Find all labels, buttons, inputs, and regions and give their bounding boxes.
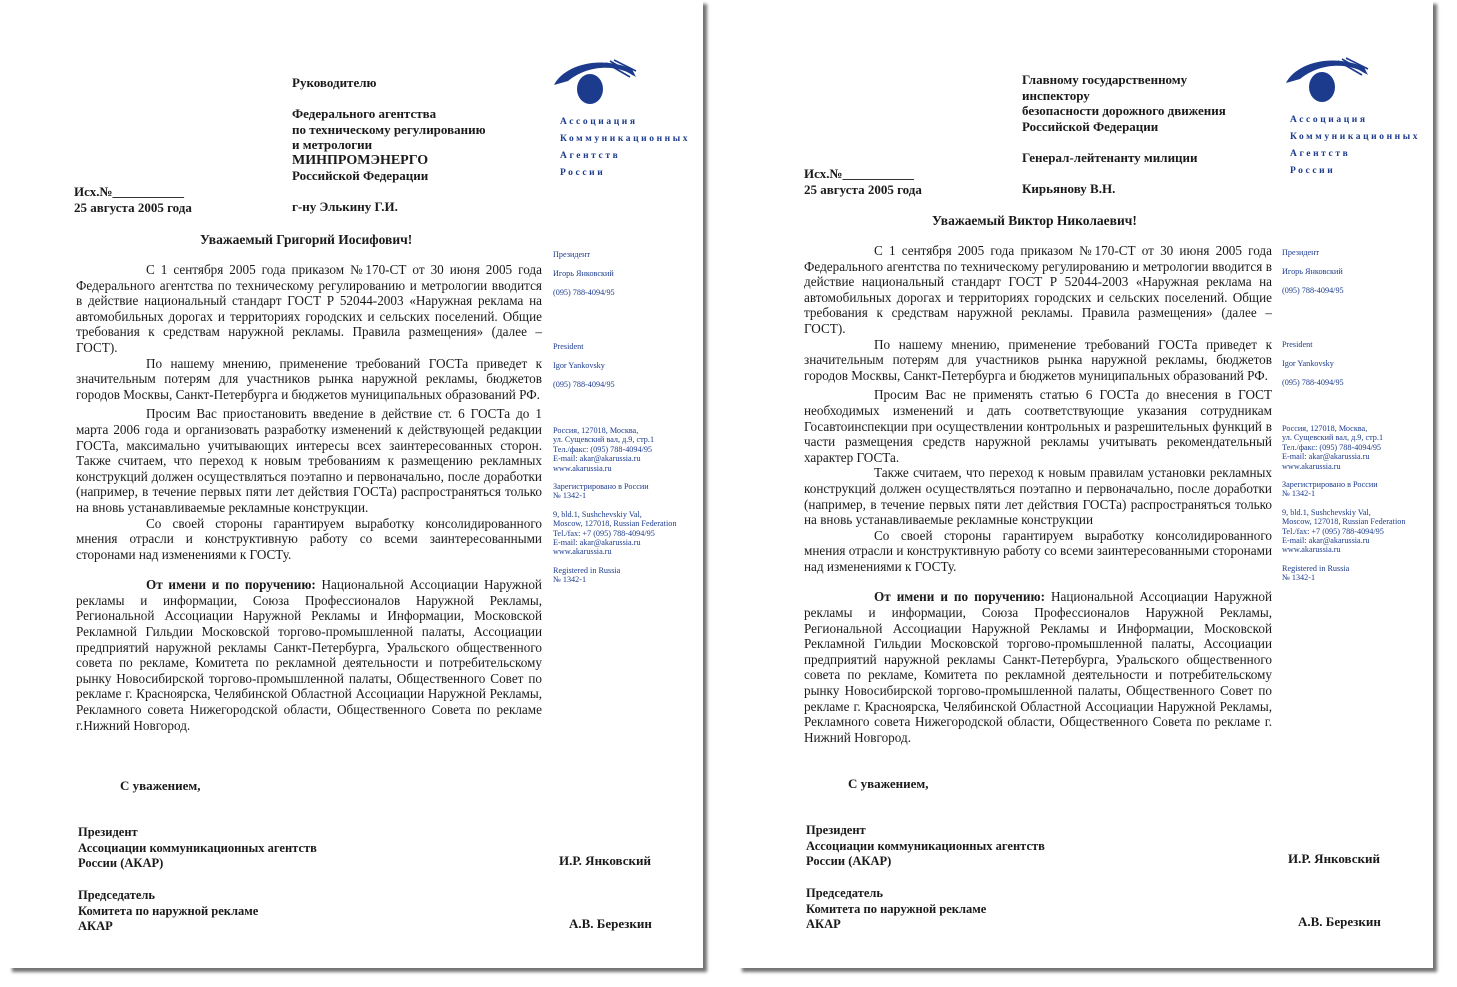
addressee-name: г-ну Элькину Г.И.	[292, 199, 398, 214]
body-paragraph: По нашему мнению, применение требований ГОСТа приведет к значительным потерям для участников рынка наружной рекламы, бюджетов городов Москвы, Санкт-Петербурга и бюджетов муниципальных образований РФ.	[76, 355, 542, 402]
body-paragraph: По нашему мнению, применение требований ГОСТа приведет к значительным потерям для участников рынка наружной рекламы, бюджетов городов Москвы, Санкт-Петербурга и бюджетов муниципальных образований РФ.	[804, 336, 1272, 383]
body-paragraph: Просим Вас приостановить введение в действие ст. 6 ГОСТа до 1 марта 2006 года и организовать разработку изменений к действующей редакции ГОСТа, максимально учитывающих интересы всех заинтересованных сторон. Также считаем, что переход к новым требованиям к размещению рекламных конструкций должен осуществляться поэтапно и первоначально, после доработки (например, в течение первых пяти лет действия ГОСТа) распространяться только на вновь устанавливаемые рекламные конструкции.	[76, 406, 542, 515]
body-paragraph: Со своей стороны гарантируем выработку консолидированного мнения отрасли и конструктивную работу со всеми заинтересованными сторонами над изменениями к ГОСТу.	[804, 527, 1272, 574]
sidebar-address-ru	[553, 426, 676, 473]
email-link: E-mail: akar@akarussia.ru	[553, 538, 641, 548]
website-link: www.akarussia.ru	[553, 463, 612, 473]
sidebar-registered-en	[1282, 564, 1405, 583]
ref-block	[804, 166, 922, 197]
signer-title-line: АКАР	[78, 919, 113, 933]
sidebar-title-en: President	[553, 342, 584, 351]
registered-line: Registered in Russia	[553, 565, 621, 575]
brand-line: России	[1290, 166, 1336, 176]
address-line: Moscow, 127018, Russian Federation	[553, 519, 677, 529]
behalf-lead: От имени и по поручению:	[146, 577, 316, 593]
signer-title-line: Президент	[806, 823, 866, 837]
registered-line: № 1342-1	[553, 491, 587, 501]
sidebar-name-en: Igor Yankovsky	[1282, 358, 1334, 368]
registered-line: № 1342-1	[553, 575, 587, 585]
registered-line: Зарегистрировано в России	[1282, 480, 1378, 490]
letter-date: 25 августа 2005 года	[74, 199, 192, 215]
addressee-line: и метрологии	[292, 137, 373, 152]
address-line: 9, bld.1, Sushchevskiy Val,	[553, 509, 642, 519]
behalf-text: Национальной Ассоциации Наружной рекламы и информации, Союза Профессионалов Наружной Рекламы, Региональной Ассоциации Наружной Рекламы и Информации, Московской Рекламной Гильдии Московской торгово-промышленной палаты, Ассоциации предприятий наружной рекламы Санкт-Петербурга, Уральского общественного совета по рекламе, Комитета по рекламной деятельности и потребительскому рынку Новосибирской торгово-промышленной палаты, Общественного Совет по рекламе г. Красноярска, Челябинской Областной Ассоциации Наружной Рекламы, Рекламного совета Нижегородской области, Общественного Совета по рекламе г.Нижний Новгород.	[76, 577, 542, 733]
address-line: Россия, 127018, Москва,	[553, 426, 639, 435]
brand-line: Ассоциация	[560, 117, 638, 127]
body-paragraph: С 1 сентября 2005 года приказом №170-СТ от 30 июня 2005 года Федерального агентства по техническому регулированию и метрологии вводится в действие национальный стандарт ГОСТ Р 52044-2003 «Наружная реклама на автомобильных дорогах и территориях городских и сельских поселений. Общие требования к средствам наружной рекламы. Правила размещения» (далее – ГОСТ).	[804, 243, 1272, 336]
address-line: Tel./fax: +7 (095) 788-4094/95	[1282, 526, 1384, 536]
brand-block	[1282, 53, 1420, 180]
email-link: E-mail: akar@akarussia.ru	[1282, 452, 1370, 462]
brand-line: Агентств	[1290, 149, 1351, 159]
sidebar-phone-ru: (095) 788-4094/95	[553, 287, 615, 297]
signer-title-line: России (АКАР)	[78, 856, 164, 870]
ref-number: Исх.№___________	[74, 184, 185, 199]
email-link: E-mail: akar@akarussia.ru	[1282, 536, 1370, 546]
sidebar-address-en	[1282, 508, 1405, 555]
ref-number: Исх.№___________	[804, 166, 915, 181]
signer-title-line: Президент	[78, 825, 138, 839]
addressee-line: Руководителю	[292, 75, 377, 90]
addressee-line: Российской Федерации	[1022, 118, 1159, 134]
behalf-text: Национальной Ассоциации Наружной рекламы и информации, Союза Профессионалов Наружной Рекламы, Региональной Ассоциации Наружной Рекламы и Информации, Московской Рекламной Гильдии Московской торгово-промышленной палаты, Ассоциации предприятий наружной рекламы Санкт-Петербурга, Уральского общественного совета по рекламе, Комитета по рекламной деятельности и потребительскому рынку Новосибирской торгово-промышленной палаты, Общественного Совет по рекламе г. Красноярска, Челябинской Областной Ассоциации Наружной Рекламы, Рекламного совета Нижегородской области, Общественного Совета по рекламе г. Нижний Новгород.	[804, 589, 1273, 745]
sidebar-registered-ru	[1282, 480, 1405, 499]
addressee-block	[1022, 72, 1226, 196]
body-paragraph: Просим Вас не применять статью 6 ГОСТа до внесения в ГОСТ необходимых изменений и дать соответствующие указания сотрудникам Госавтоинспекции при осуществлении контрольных и разрешительных функций в части размещения средств наружной рекламы учитывать рекомендательный характер ГОСТа.	[804, 387, 1272, 465]
letter-body	[76, 262, 542, 733]
address-line: Тел./факс: (095) 788-4094/95	[1282, 442, 1382, 452]
contact-sidebar	[1282, 248, 1405, 592]
sidebar-phone-en: (095) 788-4094/95	[553, 379, 615, 389]
signer-title-line: Председатель	[78, 888, 156, 902]
salutation: Уважаемый Виктор Николаевич!	[932, 213, 1137, 228]
sidebar-registered-en	[553, 566, 676, 585]
registered-line: № 1342-1	[1282, 573, 1316, 583]
sidebar-title-ru: Президент	[1282, 248, 1320, 257]
signer2-name: А.В. Березкин	[569, 916, 652, 931]
sidebar-phone-en: (095) 788-4094/95	[1282, 377, 1344, 387]
website-link: www.akarussia.ru	[1282, 545, 1341, 555]
sidebar-name-ru: Игорь Янковский	[553, 268, 614, 278]
signer-title-line: Комитета по наружной рекламе	[806, 901, 987, 916]
address-line: Tel./fax: +7 (095) 788-4094/95	[553, 528, 655, 538]
spacer	[1022, 165, 1226, 181]
address-line: ул. Сущевский вал, д.9, стр.1	[1282, 433, 1384, 443]
brand-line: Коммуникационных	[560, 134, 691, 144]
body-paragraph: Также считаем, что переход к новым правилам установки рекламных конструкций должен осуществляться поэтапно и первоначально, после доработки (например, в течение первых пяти лет действия ГОСТа) распространяться только на вновь устанавливаемые рекламные конструкции	[804, 465, 1272, 528]
body-paragraph: Со своей стороны гарантируем выработку консолидированного мнения отрасли и конструктивную работу со всеми заинтересованными сторонами над изменениями к ГОСТу.	[76, 515, 542, 562]
brand-name	[560, 114, 690, 182]
contact-sidebar	[553, 250, 676, 594]
body-paragraph: С 1 сентября 2005 года приказом №170-СТ от 30 июня 2005 года Федерального агентства по техническому регулированию и метрологии вводится в действие национальный стандарт ГОСТ Р 52044-2003 «Наружная реклама на автомобильных дорогах и территориях городских и сельских поселений. Общие требования к средствам наружной рекламы. Правила размещения» (далее – ГОСТ).	[76, 262, 542, 355]
signer2-title	[78, 888, 258, 935]
akar-eye-logo-icon	[1282, 53, 1372, 103]
signer-title-line: Комитета по наружной рекламе	[78, 903, 259, 918]
sidebar-address-ru	[1282, 424, 1405, 471]
addressee-line: Генерал-лейтенанту милиции	[1022, 149, 1198, 165]
sidebar-title-en: President	[1282, 340, 1313, 349]
behalf-lead: От имени и по поручению:	[874, 589, 1045, 605]
letter-page-rukovoditelyu	[8, 0, 703, 968]
signer2-name: А.В. Березкин	[1298, 914, 1381, 929]
signer1-title	[78, 825, 317, 872]
closing: С уважением,	[848, 776, 929, 791]
address-line: Тел./факс: (095) 788-4094/95	[553, 444, 653, 454]
letter-page-gibdd	[738, 0, 1433, 968]
signer-title-line: Ассоциации коммуникационных агентств	[806, 838, 1045, 853]
brand-line: России	[560, 168, 606, 178]
ref-block	[74, 184, 192, 215]
registered-line: Registered in Russia	[1282, 563, 1350, 573]
addressee-line: безопасности дорожного движения	[1022, 103, 1226, 118]
sidebar-name-ru: Игорь Янковский	[1282, 266, 1343, 276]
signer-title-line: Председатель	[806, 886, 884, 900]
sidebar-registered-ru	[553, 482, 676, 501]
signer2-title	[806, 886, 986, 933]
addressee-line: Российской Федерации	[292, 168, 429, 183]
brand-line: Коммуникационных	[1290, 132, 1421, 142]
brand-line: Агентств	[560, 151, 621, 161]
address-line: Россия, 127018, Москва,	[1282, 424, 1368, 433]
sidebar-address-en	[553, 510, 676, 557]
signer1-name: И.Р. Янковский	[1288, 851, 1380, 866]
brand-name	[1290, 112, 1420, 180]
signer-title-line: Ассоциации коммуникационных агентств	[78, 840, 317, 855]
closing: С уважением,	[120, 778, 201, 793]
behalf-paragraph	[76, 577, 542, 733]
addressee-line: инспектору	[1022, 87, 1090, 103]
brand-block	[550, 55, 690, 182]
letter-date: 25 августа 2005 года	[804, 181, 922, 197]
spacer	[1022, 134, 1226, 150]
address-line: Moscow, 127018, Russian Federation	[1282, 517, 1406, 527]
signer1-name: И.Р. Янковский	[559, 853, 651, 868]
sidebar-title-ru: Президент	[553, 250, 591, 259]
addressee-line: Федерального агентства	[292, 106, 437, 121]
spacer	[292, 91, 486, 107]
address-line: ул. Сущевский вал, д.9, стр.1	[553, 435, 655, 445]
salutation: Уважаемый Григорий Иосифович!	[200, 232, 413, 247]
sidebar-name-en: Igor Yankovsky	[553, 360, 605, 370]
signer1-title	[806, 823, 1045, 870]
registered-line: Зарегистрировано в России	[553, 482, 649, 492]
website-link: www.akarussia.ru	[553, 547, 612, 557]
behalf-paragraph	[804, 589, 1272, 745]
addressee-line: МИНПРОМЭНЕРГО	[292, 152, 429, 168]
addressee-block	[292, 75, 486, 215]
signer-title-line: России (АКАР)	[806, 854, 892, 868]
signer-title-line: АКАР	[806, 917, 841, 931]
spacer	[292, 184, 486, 200]
akar-eye-logo-icon	[550, 55, 640, 105]
email-link: E-mail: akar@akarussia.ru	[553, 454, 641, 464]
registered-line: № 1342-1	[1282, 489, 1316, 499]
letter-body	[804, 243, 1272, 745]
sidebar-phone-ru: (095) 788-4094/95	[1282, 285, 1344, 295]
addressee-line: по техническому регулированию	[292, 121, 486, 137]
addressee-line: Главному государственному	[1022, 72, 1188, 87]
address-line: 9, bld.1, Sushchevskiy Val,	[1282, 507, 1371, 517]
addressee-name: Кирьянову В.Н.	[1022, 180, 1116, 196]
brand-line: Ассоциация	[1290, 115, 1368, 125]
website-link: www.akarussia.ru	[1282, 461, 1341, 471]
